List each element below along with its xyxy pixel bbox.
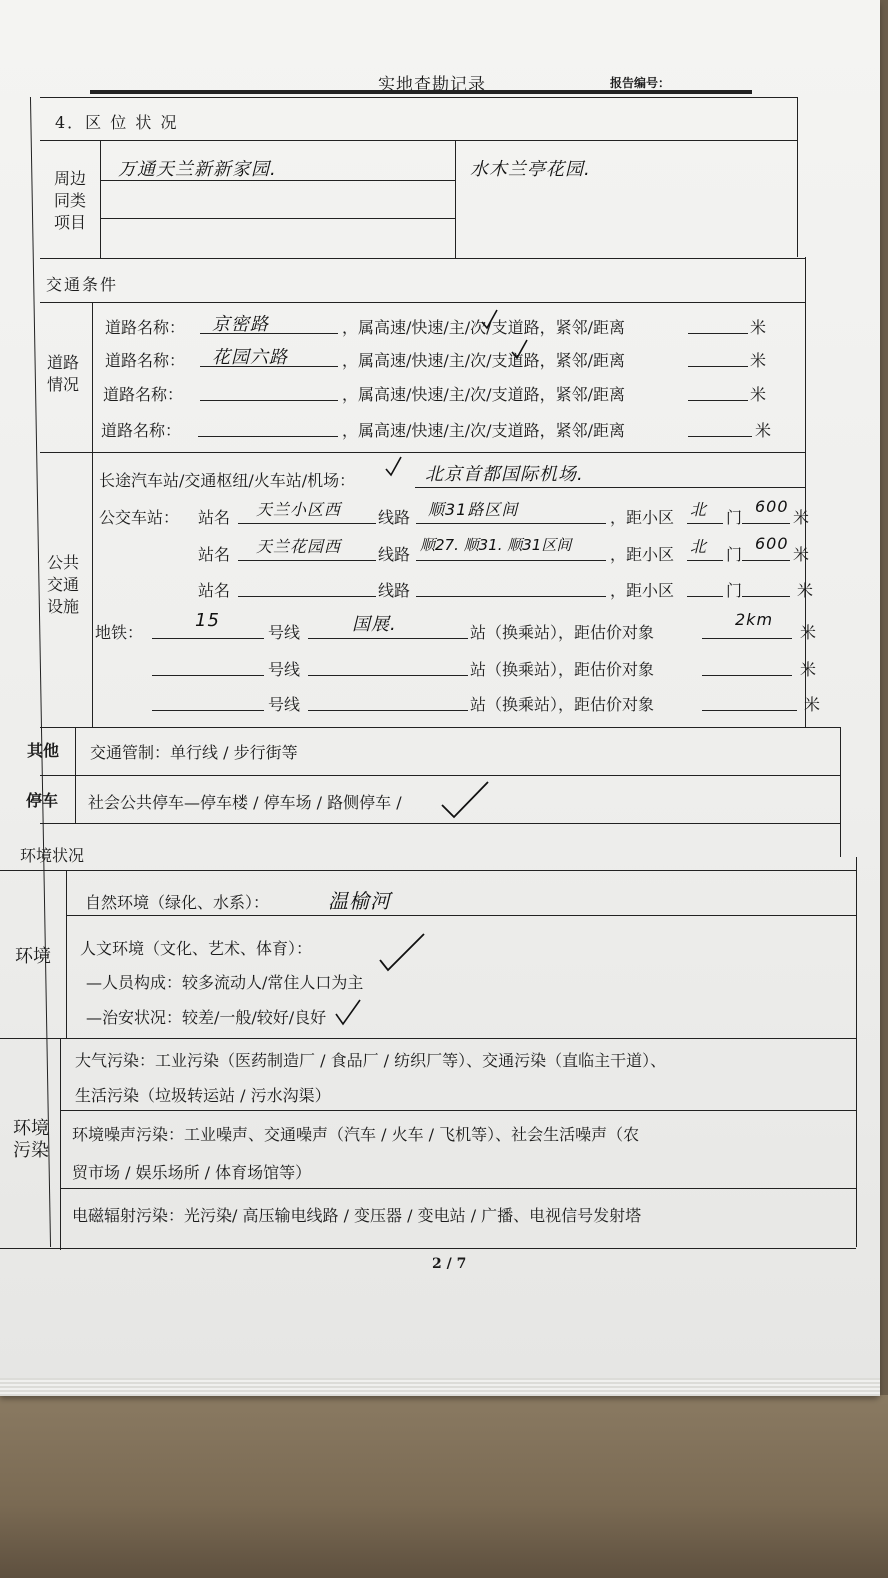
route-label: 线路: [378, 545, 411, 564]
dist-unit: 米: [800, 623, 817, 642]
road-distance-blank: [688, 385, 748, 401]
road-type-text: ，属高速/快速/主/次/支道路，紧邻/距离: [342, 421, 625, 440]
row-divider: [100, 218, 455, 219]
dist-blank: [742, 581, 790, 597]
gate-blank: [687, 581, 723, 597]
station-name-label: 站名: [198, 545, 231, 564]
route-value: 顺31路区间: [428, 500, 519, 519]
transfer-label: 站（换乘站），距估价对象: [470, 623, 655, 642]
table-border-right: [797, 97, 798, 257]
road-name-value: 京密路: [212, 314, 269, 335]
nearby-project-1: 万通天兰新新家园.: [118, 159, 277, 180]
people-composition-text: —人员构成：较多流动人/常住人口为主: [86, 973, 364, 992]
gate-value: 北: [690, 500, 708, 519]
line-label: 号线: [268, 623, 301, 642]
noise-pollution-line1: 环境噪声污染：工业噪声、交通噪声（汽车 / 火车 / 飞机等）、社会生活噪声（农: [72, 1125, 640, 1144]
transfer-label: 站（换乘站），距估价对象: [470, 660, 655, 679]
road-name-label: 道路名称：: [105, 351, 186, 370]
row-divider: [40, 823, 840, 824]
col-divider: [92, 302, 93, 727]
road-distance-blank: [688, 351, 748, 367]
header-rule: [90, 90, 752, 94]
row-divider: [0, 1038, 856, 1039]
line-blank: [152, 695, 264, 711]
col-divider: [100, 140, 101, 258]
row-divider: [40, 302, 805, 303]
other-label: 其他: [26, 741, 59, 760]
dist-unit: 米: [804, 695, 821, 714]
row-divider: [60, 1188, 856, 1189]
dist-blank: [702, 695, 797, 711]
distance-label: ，距小区: [610, 581, 675, 600]
cultural-env-text: 人文环境（文化、艺术、体育）：: [80, 939, 313, 958]
col-divider: [66, 870, 67, 1038]
checkmark-icon: [480, 308, 498, 330]
dist-value: 2km: [735, 610, 774, 629]
checkmark-icon: [510, 338, 528, 360]
route-label: 线路: [378, 581, 411, 600]
dist-value: 600: [755, 497, 789, 516]
table-border-left: [30, 97, 51, 1247]
bus-station-label: 公交车站：: [99, 508, 180, 527]
route-blank: [416, 581, 606, 597]
stacked-page-edges: [0, 1378, 880, 1396]
long-distance-value: 北京首都国际机场.: [425, 464, 584, 485]
gate-label: 门: [726, 581, 743, 600]
row-divider: [40, 97, 797, 98]
station-blank: [308, 660, 468, 676]
desk-surface: [0, 1395, 888, 1578]
station-name-label: 站名: [198, 581, 231, 600]
air-pollution-line1: 大气污染：工业污染（医药制造厂 / 食品厂 / 纺织厂等）、交通污染（直临主干道）、: [75, 1051, 667, 1070]
gate-value: 北: [690, 537, 708, 556]
row-divider: [66, 915, 856, 916]
station-value: 国展.: [352, 614, 397, 635]
natural-env-value: 温榆河: [328, 889, 391, 913]
pollution-label: 环境污染: [13, 1118, 49, 1161]
section-title-location: 4．区 位 状 况: [55, 113, 179, 132]
transfer-label: 站（换乘站），距估价对象: [470, 695, 655, 714]
station-name-blank: [238, 581, 376, 597]
section-title-environment: 环境状况: [20, 846, 85, 865]
gate-label: 门: [726, 545, 743, 564]
parking-text: 社会公共停车—停车楼 / 停车场 / 路侧停车 /: [88, 793, 402, 812]
dist-unit: 米: [793, 545, 810, 564]
dist-unit: 米: [793, 508, 810, 527]
dist-value: 600: [755, 534, 789, 553]
road-type-text: ，属高速/快速/主/次/支道路，紧邻/距离: [342, 351, 625, 370]
checkmark-icon: [334, 998, 362, 1026]
road-distance-unit: 米: [755, 421, 772, 440]
row-divider: [40, 727, 840, 728]
environment-label: 环境: [15, 946, 51, 967]
line-blank: [152, 660, 264, 676]
col-divider: [60, 1038, 61, 1250]
distance-label: ，距小区: [610, 508, 675, 527]
road-condition-label: 道路情况: [46, 353, 79, 394]
station-name-label: 站名: [198, 508, 231, 527]
station-name-value: 天兰花园西: [256, 537, 342, 556]
gate-label: 门: [726, 508, 743, 527]
dist-unit: 米: [800, 660, 817, 679]
long-distance-label: 长途汽车站/交通枢纽/火车站/机场：: [99, 471, 356, 490]
traffic-control-text: 交通管制：单行线 / 步行街等: [90, 743, 298, 762]
table-border-bottom: [0, 1248, 856, 1249]
route-value: 顺27. 顺31. 顺31区间: [420, 536, 572, 554]
row-divider: [40, 258, 805, 259]
parking-label: 停车: [25, 791, 58, 810]
table-border-right: [856, 857, 857, 1247]
station-blank: [308, 695, 468, 711]
dist-blank: [702, 660, 792, 676]
row-divider: [40, 452, 805, 453]
row-divider: [60, 1110, 856, 1111]
checkmark-icon: [384, 455, 402, 477]
natural-env-text: 自然环境（绿化、水系）：: [85, 893, 270, 912]
col-divider: [455, 140, 456, 258]
road-name-blank: [200, 385, 338, 401]
road-distance-blank: [688, 421, 752, 437]
line-value: 15: [195, 610, 220, 631]
public-transport-label: 公共交通设施: [46, 553, 79, 616]
checkmark-icon: [378, 932, 426, 974]
section-title-traffic: 交通条件: [46, 275, 119, 294]
route-label: 线路: [378, 508, 411, 527]
road-distance-unit: 米: [750, 351, 767, 370]
page-title: 实地查勘记录: [378, 75, 486, 95]
table-border-right: [840, 727, 841, 857]
road-name-blank: [198, 421, 338, 437]
row-divider: [0, 870, 856, 871]
nearby-projects-label: 周边同类项目: [53, 169, 86, 232]
row-divider: [40, 775, 840, 776]
road-name-value: 花园六路: [212, 347, 288, 368]
page-number: 2 / 7: [432, 1256, 467, 1272]
report-number-label: 报告编号：: [610, 76, 671, 90]
line-label: 号线: [268, 660, 301, 679]
road-distance-blank: [688, 318, 748, 334]
road-distance-unit: 米: [750, 385, 767, 404]
security-text: —治安状况：较差/一般/较好/良好: [86, 1008, 327, 1027]
checkmark-icon: [440, 780, 490, 820]
road-name-label: 道路名称：: [103, 385, 184, 404]
row-divider: [40, 140, 797, 141]
road-name-label: 道路名称：: [101, 421, 182, 440]
road-name-label: 道路名称：: [105, 318, 186, 337]
line-label: 号线: [268, 695, 301, 714]
air-pollution-line2: 生活污染（垃圾转运站 / 污水沟渠）: [75, 1086, 331, 1105]
nearby-project-2: 水木兰亭花园.: [470, 159, 591, 180]
distance-label: ，距小区: [610, 545, 675, 564]
noise-pollution-line2: 贸市场 / 娱乐场所 / 体育场馆等）: [72, 1163, 312, 1182]
station-name-value: 天兰小区西: [256, 500, 342, 519]
em-pollution-text: 电磁辐射污染：光污染/ 高压输电线路 / 变压器 / 变电站 / 广播、电视信号发射塔: [72, 1206, 642, 1225]
road-type-text: ，属高速/快速/主/次/支道路，紧邻/距离: [342, 385, 625, 404]
road-type-text: ，属高速/快速/主/次/支道路，紧邻/距离: [342, 318, 625, 337]
subway-label: 地铁：: [95, 623, 144, 642]
road-distance-unit: 米: [750, 318, 767, 337]
dist-unit: 米: [797, 581, 814, 600]
